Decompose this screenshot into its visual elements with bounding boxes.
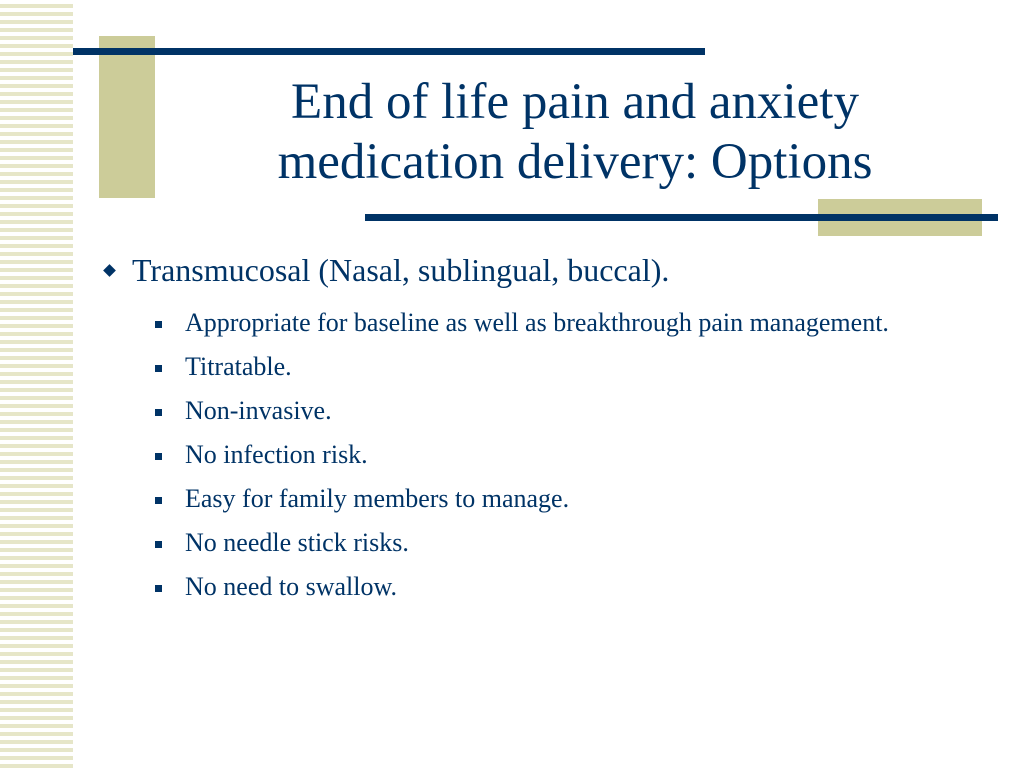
square-bullet-icon <box>155 453 162 460</box>
square-bullet-icon <box>155 585 162 592</box>
slide-title-line-2: medication delivery: Options <box>277 134 873 190</box>
sub-bullet-text: Non-invasive. <box>185 396 332 425</box>
slide-title <box>150 72 1000 192</box>
title-rule-bottom <box>365 214 998 221</box>
square-bullet-icon <box>155 541 162 548</box>
square-bullet-icon <box>155 497 162 504</box>
sub-bullet-item <box>155 394 975 427</box>
sub-bullet-item <box>155 306 975 339</box>
sub-bullet-text: Easy for family members to manage. <box>185 484 570 513</box>
main-bullet-text: Transmucosal (Nasal, sublingual, buccal). <box>132 252 670 288</box>
sub-bullet-text: Appropriate for baseline as well as breakthrough pain management. <box>185 308 889 337</box>
main-bullet <box>105 252 669 289</box>
sub-bullet-item <box>155 350 975 383</box>
title-accent-box-left <box>99 36 155 198</box>
sub-bullet-text: Titratable. <box>185 352 292 381</box>
sub-bullet-item <box>155 482 975 515</box>
square-bullet-icon <box>155 321 162 328</box>
slide-title-line-1: End of life pain and anxiety <box>291 74 859 130</box>
sub-bullet-item <box>155 526 975 559</box>
sub-bullet-list <box>155 306 975 614</box>
sub-bullet-item <box>155 438 975 471</box>
sub-bullet-text: No need to swallow. <box>185 572 398 601</box>
title-rule-top <box>73 48 705 55</box>
sub-bullet-item <box>155 570 975 603</box>
diamond-bullet-icon <box>103 264 116 277</box>
sub-bullet-text: No needle stick risks. <box>185 528 409 557</box>
decorative-stripes <box>0 0 73 768</box>
sub-bullet-text: No infection risk. <box>185 440 368 469</box>
square-bullet-icon <box>155 365 162 372</box>
square-bullet-icon <box>155 409 162 416</box>
